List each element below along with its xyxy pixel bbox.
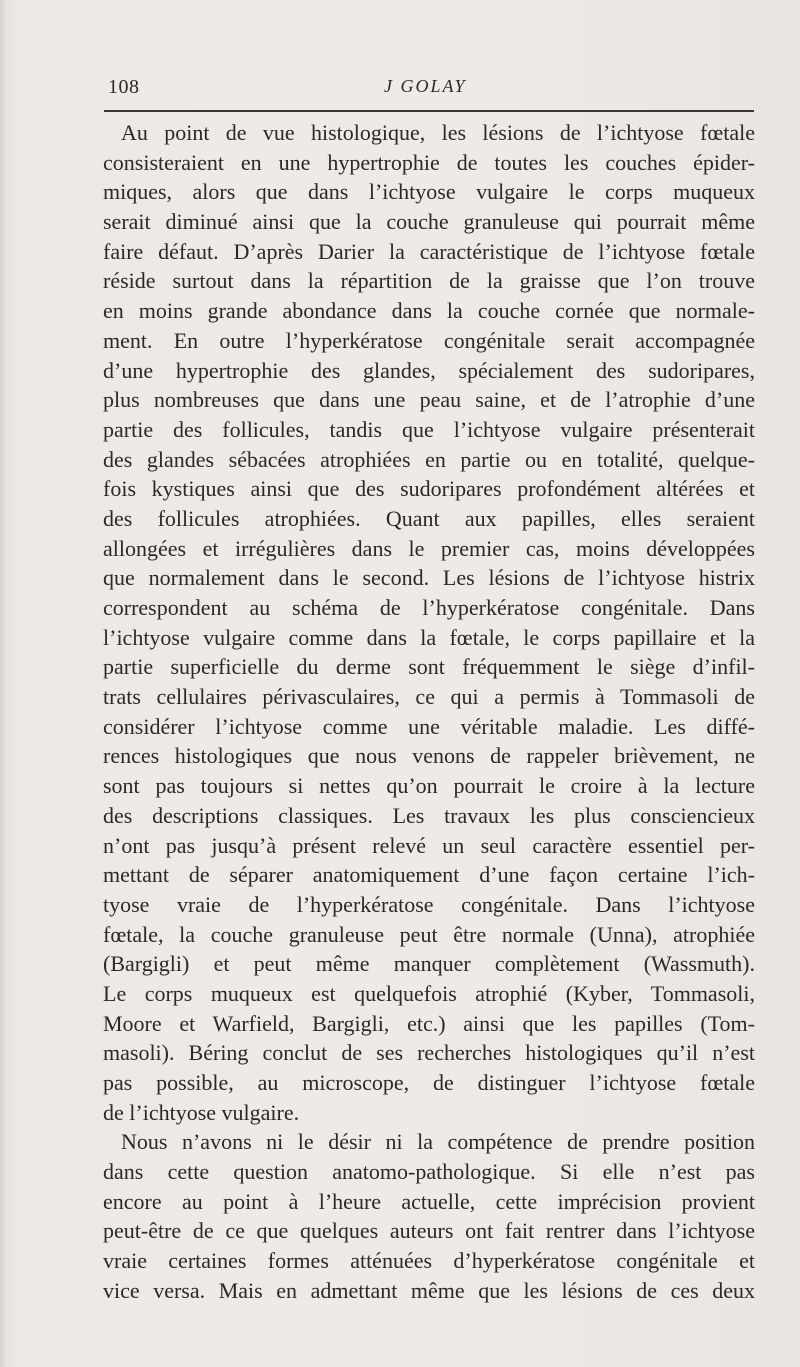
text-line: en moins grande abondance dans la couche cornée que normale- [103,298,755,324]
text-line: correspondent au schéma de l’hyperkératose congénitale. Dans [103,595,755,620]
text-line: fœtale, la couche granuleuse peut être normale (Unna), atrophiée [103,921,755,947]
text-line: ment. En outre l’hyperkératose congénitale serait accompagnée [103,327,755,353]
text-line: rences histologiques que nous venons de rappeler brièvement, ne [103,743,755,769]
text-line: miques, alors que dans l’ichtyose vulgaire le corps muqueux [103,179,755,205]
text-line: tyose vraie de l’hyperkératose congénitale. Dans l’ichtyose [103,891,755,917]
header-rule [104,110,754,112]
running-head: J GOLAY [384,76,467,96]
text-line: masoli). Béring conclut de ses recherches histologiques qu’il n’est [103,1040,755,1066]
body-text [103,118,755,1306]
text-line: Nous n’avons ni le désir ni la compétence de prendre position [121,1129,755,1155]
text-line: serait diminué ainsi que la couche granuleuse qui pourrait même [103,209,755,235]
text-line: réside surtout dans la répartition de la graisse que l’on trouve [103,268,755,294]
text-line: encore au point à l’heure actuelle, cette imprécision provient [103,1188,755,1214]
text-line: dans cette question anatomo-pathologique. Si elle n’est pas [103,1159,755,1185]
text-line: pas possible, au microscope, de distinguer l’ichtyose fœtale [103,1070,755,1095]
text-line: (Bargigli) et peut même manquer complètement (Wassmuth). [103,951,755,977]
page-header [104,76,752,104]
text-line: des descriptions classiques. Les travaux les plus consciencieux [103,802,755,828]
text-line: trats cellulaires périvasculaires, ce qui a permis à Tommasoli de [103,684,755,710]
text-line: faire défaut. D’après Darier la caractéristique de l’ichtyose fœtale [103,238,755,264]
text-line: l’ichtyose vulgaire comme dans la fœtale, le corps papillaire et la [103,624,755,650]
text-line: mettant de séparer anatomiquement d’une façon certaine l’ich- [103,862,755,888]
text-line: Le corps muqueux est quelquefois atrophié (Kyber, Tommasoli, [103,980,755,1006]
text-line: vraie certaines formes atténuées d’hyperkératose congénitale et [103,1248,755,1274]
text-line: partie superficielle du derme sont fréquemment le siège d’infil- [103,654,755,680]
text-line: d’une hypertrophie des glandes, spécialement des sudoripares, [103,357,755,383]
text-line: Au point de vue histologique, les lésions de l’ichtyose fœtale [121,120,755,145]
text-line: allongées et irrégulières dans le premier cas, moins développées [103,535,755,561]
text-line: n’ont pas jusqu’à présent relevé un seul caractère essentiel per- [103,832,755,858]
text-line: des follicules atrophiées. Quant aux papilles, elles seraient [103,505,755,531]
text-line: plus nombreuses que dans une peau saine, et de l’atrophie d’une [103,387,755,413]
page-number: 108 [108,76,140,98]
text-line: fois kystiques ainsi que des sudoripares profondément altérées et [103,476,755,502]
text-line: sont pas toujours si nettes qu’on pourrait le croire à la lecture [103,773,755,799]
text-line: partie des follicules, tandis que l’ichtyose vulgaire présenterait [103,416,755,442]
text-line: de l’ichtyose vulgaire. [103,1099,300,1125]
text-line: vice versa. Mais en admettant même que les lésions de ces deux [103,1277,755,1303]
page-edge [0,0,6,1367]
text-line: considérer l’ichtyose comme une véritable maladie. Les diffé- [103,713,755,739]
text-line: consisteraient en une hypertrophie de toutes les couches épider- [103,149,755,175]
text-line: des glandes sébacées atrophiées en partie ou en totalité, quelque- [103,446,755,472]
text-line: Moore et Warfield, Bargigli, etc.) ainsi que les papilles (Tom- [103,1010,755,1036]
text-line: que normalement dans le second. Les lésions de l’ichtyose histrix [103,565,755,591]
text-line: peut-être de ce que quelques auteurs ont fait rentrer dans l’ichtyose [103,1218,755,1244]
